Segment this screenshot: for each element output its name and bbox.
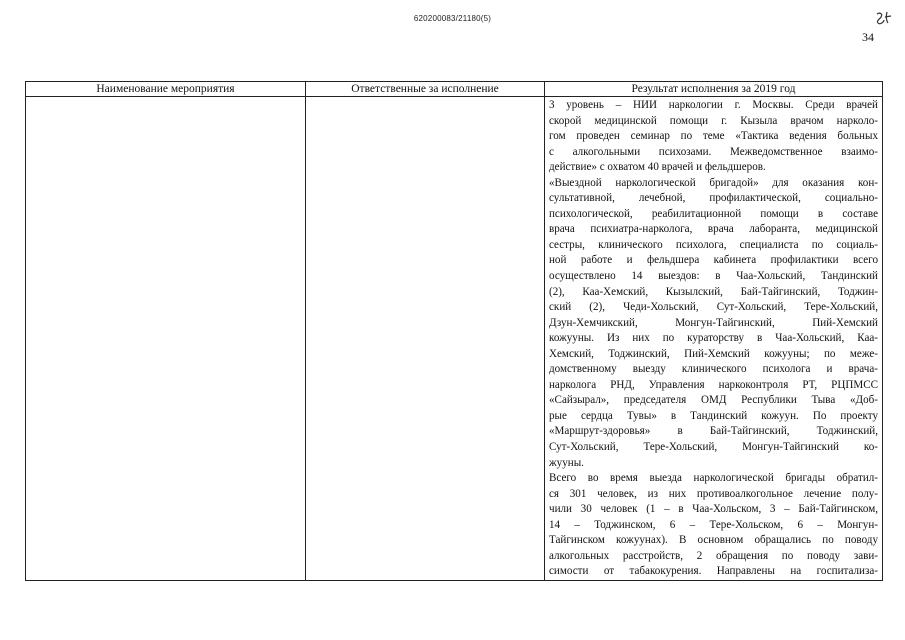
result-text-line: кожууны. Из них по кураторству в Чаа-Хольский, Каа- (549, 332, 878, 345)
result-text-line: с алкогольными психозами. Межведомственное взаимо- (549, 145, 878, 158)
result-text-line: скорой медицинской помощи г. Кызыла врачом нарколо- (549, 114, 878, 127)
result-text (549, 98, 878, 580)
result-text-line: нарколога РНД, Управления наркоконтроля РТ, РЦПМСС (549, 378, 878, 391)
result-text-line: рые сердца Тувы» в Тандинский кожуун. По проекту (549, 409, 878, 422)
table-header-row (26, 82, 883, 97)
result-text-line: осуществлено 14 выездов: в Чаа-Хольский, Тандинский (549, 270, 878, 283)
result-text-line: симости от табакокурения. Направлены на госпитализа- (549, 565, 878, 578)
result-text-line: Всего во время выезда наркологической бригады обратил- (549, 472, 878, 485)
page-number: 34 (862, 30, 874, 44)
document-id: 620200083/21180(5) (413, 14, 492, 23)
column-header-event: Наименование мероприятия (26, 82, 306, 97)
result-text-line: ский (2), Чеди-Хольский, Сут-Хольский, Тере-Хольский, (549, 301, 878, 314)
result-text-line: домственному выезду клинического психолога и врача- (549, 363, 878, 376)
result-text-line: (2), Каа-Хемский, Кызылский, Бай-Тайгинский, Тоджин- (549, 285, 878, 298)
result-text-line: жууны. (549, 456, 584, 469)
result-text-line: алкогольных расстройств, 2 обращения по поводу зави- (549, 549, 878, 562)
result-text-line: чили 30 человек (1 – в Чаа-Хольском, 3 – Бай-Тайгинском, (549, 503, 878, 516)
result-text-line: действие» с охватом 40 врачей и фельдшеров. (549, 161, 766, 174)
result-text-line: 14 – Тоджинском, 6 – Тере-Хольском, 6 – Монгун- (549, 518, 878, 531)
column-header-responsible: Ответственные за исполнение (306, 82, 545, 97)
result-text-line: врача психиатра-нарколога, врача лаборанта, медицинской (549, 223, 878, 236)
result-text-line: Сут-Хольский, Тере-Хольский, Монгун-Тайгинский ко- (549, 441, 878, 454)
result-text-line: сультативной, лечебной, профилактической, социально- (549, 192, 878, 205)
table-row (26, 97, 883, 581)
result-text-line: ной работе и фельдшера кабинета профилактики всего (549, 254, 878, 267)
result-text-line: гом проведен семинар по теме «Тактика ведения больных (549, 130, 878, 143)
result-text-line: «Маршрут-здоровья» в Бай-Тайгинский, Тоджинский, (549, 425, 878, 438)
result-text-line: Дзун-Хемчикский, Монгун-Тайгинский, Пий-Хемский (549, 316, 878, 329)
result-text-line: Хемский, Тоджинский, Пий-Хемский кожууны; по меже- (549, 347, 878, 360)
event-name-cell (26, 97, 306, 581)
result-text-line: «Сайзырал», председателя ОМД Республики Тыва «Доб- (549, 394, 878, 407)
handwritten-mark-icon (872, 8, 896, 32)
result-text-line: сестры, клинического психолога, специалиста по социаль- (549, 238, 878, 251)
result-text-line: «Выездной наркологической бригадой» для оказания кон- (549, 176, 878, 189)
result-cell (545, 97, 883, 581)
responsible-cell (306, 97, 545, 581)
result-text-line: психологической, реабилитационной помощи в составе (549, 207, 878, 220)
result-text-line: 3 уровень – НИИ наркологии г. Москвы. Среди врачей (549, 99, 878, 111)
result-text-line: Тайгинском кожуунах). В основном обращались по поводу (549, 534, 878, 547)
results-table (25, 81, 883, 581)
column-header-result: Результат исполнения за 2019 год (545, 82, 883, 97)
result-text-line: ся 301 человек, из них противоалкогольное лечение полу- (549, 487, 878, 500)
